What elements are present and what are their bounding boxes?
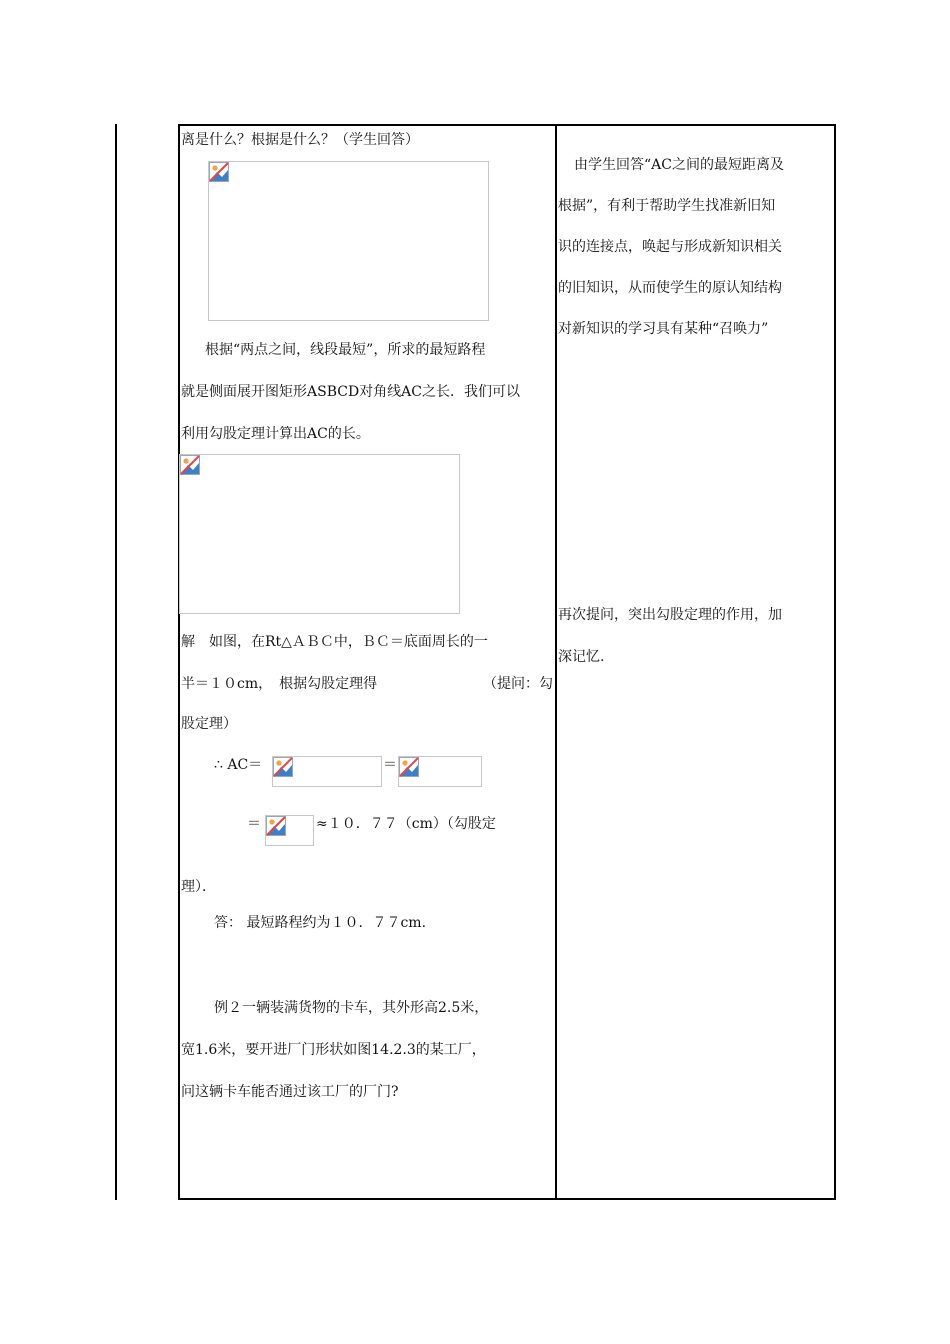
broken-image-icon bbox=[266, 816, 286, 836]
note1-line4: 的旧知识，从而使学生的原认知结构 bbox=[558, 280, 782, 296]
margin-rule bbox=[115, 124, 117, 1200]
note1-line2: 根据”，有利于帮助学生找准新旧知 bbox=[558, 198, 776, 214]
note1-line3: 识的连接点，唤起与形成新知识相关 bbox=[558, 239, 782, 255]
approx-result: ≈１０．７７（cm）（勾股定 bbox=[316, 816, 496, 832]
figure-cylinder bbox=[208, 161, 489, 321]
broken-image-icon bbox=[399, 757, 419, 777]
question-line: 离是什么？根据是什么？（学生回答） bbox=[181, 132, 419, 148]
example2-line3: 问这辆卡车能否通过该工厂的厂门? bbox=[181, 1084, 399, 1100]
para1-line3: 利用勾股定理计算出AC的长。 bbox=[181, 426, 370, 442]
solution-line1: 解 如图，在Rt△ＡＢＣ中，ＢＣ＝底面周长的一 bbox=[181, 634, 488, 650]
note2-line1: 再次提问，突出勾股定理的作用，加 bbox=[558, 607, 782, 623]
broken-image-icon bbox=[180, 455, 200, 475]
equals-sign-2: ＝ bbox=[247, 816, 261, 832]
formula-image-2 bbox=[398, 756, 482, 787]
column-divider bbox=[555, 124, 557, 1200]
figure-unfolded-rectangle bbox=[179, 454, 460, 614]
example2-line1: 例２一辆装满货物的卡车，其外形高2.5米， bbox=[214, 1000, 489, 1016]
formula-image-1 bbox=[272, 756, 382, 787]
broken-image-icon bbox=[273, 757, 293, 777]
formula-image-3 bbox=[265, 815, 314, 846]
ac-prefix: ∴ AC＝ bbox=[214, 757, 263, 773]
solution-line-end: 理）． bbox=[181, 879, 216, 895]
answer-line: 答： 最短路程约为１０．７７cm. bbox=[214, 915, 427, 931]
broken-image-icon bbox=[209, 162, 229, 182]
para1-line2: 就是侧面展开图矩形ASBCD对角线AC之长．我们可以 bbox=[181, 384, 521, 400]
solution-line2-note: （提问：勾 bbox=[483, 676, 553, 692]
equals-sign-1: ＝ bbox=[383, 757, 397, 773]
solution-line2: 半＝１０cm， 根据勾股定理得 bbox=[181, 676, 378, 692]
note1-line5: 对新知识的学习具有某种“召唤力” bbox=[558, 321, 769, 337]
note2-line2: 深记忆. bbox=[558, 649, 605, 665]
example2-line2: 宽1.6米，要开进厂门形状如图14.2.3的某工厂， bbox=[181, 1042, 486, 1058]
para1-line1: 根据“两点之间，线段最短”，所求的最短路程 bbox=[205, 342, 486, 358]
solution-line3: 股定理） bbox=[181, 716, 237, 732]
note1-line1: 由学生回答“AC之间的最短距离及 bbox=[574, 157, 784, 173]
